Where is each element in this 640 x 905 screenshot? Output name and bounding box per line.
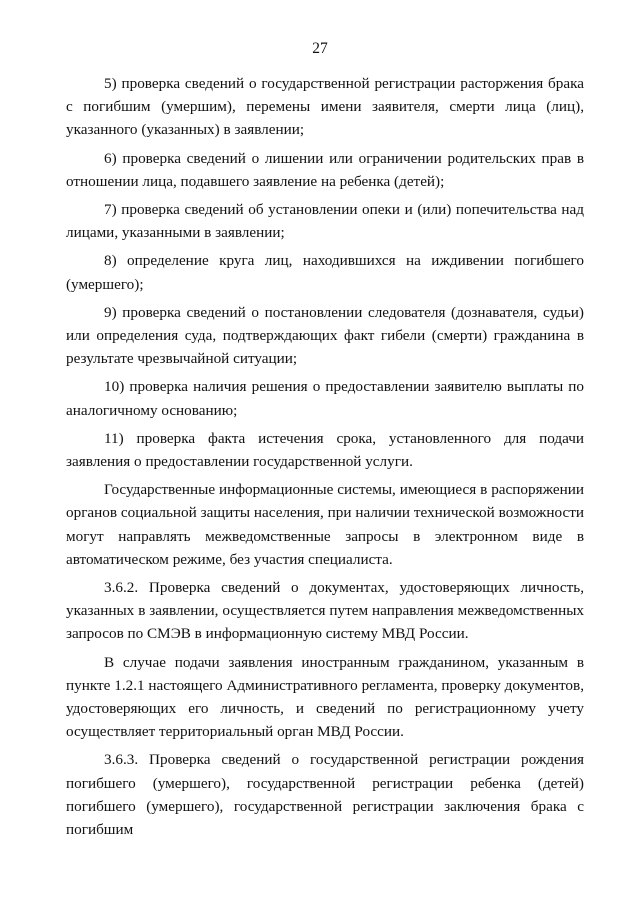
section-3-6-2: 3.6.2. Проверка сведений о документах, удостоверяющих личность, указанных в заявлении, осуществляется путем направления межведомственных запросов по СМЭВ в информационную систему МВД России. [66, 579, 584, 643]
list-item-11: 11) проверка факта истечения срока, установленного для подачи заявления о предоставлении государственной услуги. [66, 429, 584, 471]
list-item-9: 9) проверка сведений о постановлении следователя (дознавателя, судьи) или определения суда, подтверждающих факт гибели (смерти) гражданина в результате чрезвычайной ситуации; [66, 303, 584, 368]
list-item-6: 6) проверка сведений о лишении или ограничении родительских прав в отношении лица, подавшего заявление на ребенка (детей); [66, 149, 584, 190]
list-item-10: 10) проверка наличия решения о предоставлении заявителю выплаты по аналогичному основанию; [66, 378, 584, 419]
section-3-6-3: 3.6.3. Проверка сведений о государственной регистрации рождения погибшего (умершего), государственной регистрации ребенка (детей) погибшего (умершего), государственной регистрации заключения брака с погибшим [66, 751, 584, 839]
list-item-8: 8) определение круга лиц, находившихся на иждивении погибшего (умершего); [66, 252, 584, 293]
list-item-5: 5) проверка сведений о государственной регистрации расторжения брака с погибшим (умершим), перемены имени заявителя, смерти лица (лиц), указанного (указанных) в заявлении; [66, 75, 584, 139]
paragraph-info-systems: Государственные информационные системы, имеющиеся в распоряжении органов социальной защиты населения, при наличии технической возможности могут направлять межведомственные запросы в электронном виде в автоматическом режиме, без участия специалиста. [66, 481, 584, 568]
document-body [66, 72, 584, 846]
page-number: 27 [312, 40, 328, 57]
list-item-7: 7) проверка сведений об установлении опеки и (или) попечительства над лицами, указанными в заявлении; [66, 201, 584, 242]
paragraph-foreign-citizen: В случае подачи заявления иностранным гражданином, указанным в пункте 1.2.1 настоящего Административного регламента, проверку документов, удостоверяющих его личность, и сведений по регистрационному учету осуществляет территориальный орган МВД России. [66, 653, 584, 741]
